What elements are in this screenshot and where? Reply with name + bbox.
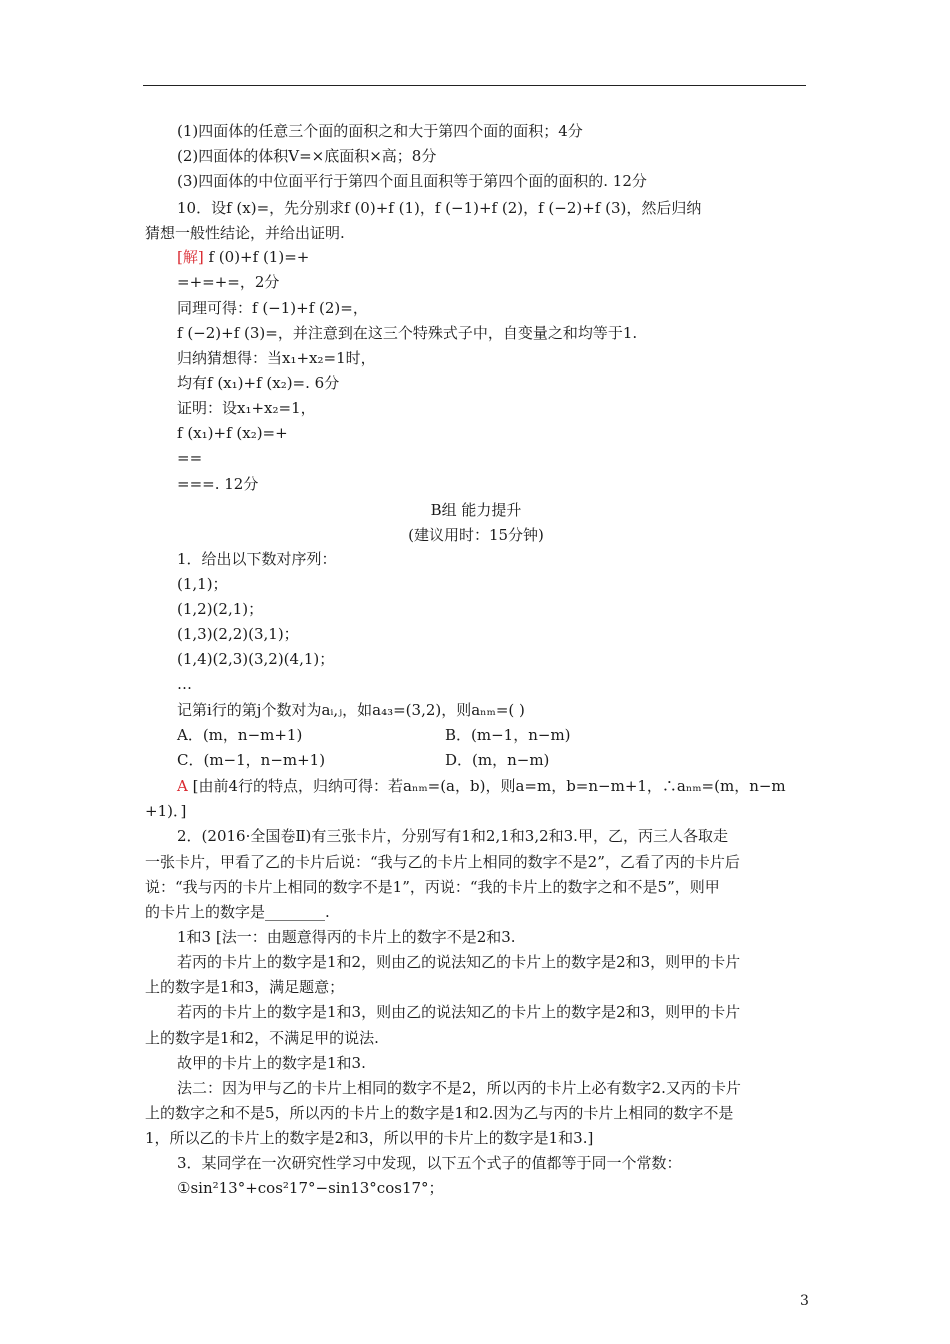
text-line: ①sin²13°+cos²17°−sin13°cos17°；	[177, 1179, 444, 1197]
text-line: (1,2)(2,1)；	[177, 600, 264, 618]
text-line: (3)四面体的中位面平行于第四个面且面积等于第四个面的面积的. 12分	[177, 172, 647, 190]
text-line: =+=+=，2分	[177, 273, 280, 291]
choice-c: C．(m−1，n−m+1)	[177, 751, 326, 769]
text-line: (1)四面体的任意三个面的面积之和大于第四个面的面积；4分	[177, 122, 583, 140]
text-line: 若丙的卡片上的数字是1和3，则由乙的说法知乙的卡片上的数字是2和3，则甲的卡片	[177, 1003, 741, 1021]
text-line: (1,4)(2,3)(3,2)(4,1)；	[177, 650, 335, 668]
text-line: 1和3 [法一：由题意得丙的卡片上的数字不是2和3.	[177, 928, 516, 946]
text-line: 证明：设x₁+x₂=1，	[177, 399, 316, 417]
text-line: 说：“我与丙的卡片上相同的数字不是1”，丙说：“我的卡片上的数字之和不是5”，则甲	[145, 878, 720, 896]
text-line: 均有f (x₁)+f (x₂)=. 6分	[177, 374, 340, 392]
text-line: (2)四面体的体积V=×底面积×高；8分	[177, 147, 437, 165]
text-span: [由前4行的特点，归纳可得：若aₙₘ=(a，b)，则a=m，b=n−m+1，∴aₙₘ=(m，n−m	[187, 777, 786, 795]
header-rule	[143, 85, 806, 86]
text-line: 1，所以乙的卡片上的数字是2和3，所以甲的卡片上的数字是1和3.]	[145, 1129, 594, 1147]
text-span: f (0)+f (1)=+	[203, 248, 310, 266]
text-line: 上的数字之和不是5，所以丙的卡片上的数字是1和2.因为乙与丙的卡片上相同的数字不是	[145, 1104, 734, 1122]
answer-tag: A	[177, 777, 188, 795]
section-title: B组 能力提升	[430, 501, 522, 519]
text-line: (1,1)；	[177, 575, 228, 593]
text-line: ===. 12分	[177, 475, 259, 493]
text-line: 故甲的卡片上的数字是1和3.	[177, 1054, 366, 1072]
text-line: 猜想一般性结论，并给出证明.	[145, 224, 345, 242]
choice-d: D．(m，n−m)	[445, 751, 550, 769]
text-line: (1,3)(2,2)(3,1)；	[177, 625, 299, 643]
text-line: 若丙的卡片上的数字是1和2，则由乙的说法知乙的卡片上的数字是2和3，则甲的卡片	[177, 953, 741, 971]
problem-10-stem: 10．设f (x)=，先分别求f (0)+f (1)，f (−1)+f (2)，f (−2)+f (3)，然后归纳	[177, 199, 702, 217]
text-line: …	[177, 675, 192, 693]
solution-tag: [解]	[177, 248, 204, 266]
problem-2-stem: 2．(2016·全国卷Ⅱ)有三张卡片，分别写有1和2,1和3,2和3.甲，乙，丙三人各取走	[177, 827, 728, 845]
text-line: 上的数字是1和2，不满足甲的说法.	[145, 1029, 379, 1047]
answer-line	[177, 776, 786, 796]
text-line: 同理可得：f (−1)+f (2)=，	[177, 299, 368, 317]
text-line: +1)．]	[145, 802, 187, 820]
text-line: 一张卡片，甲看了乙的卡片后说：“我与乙的卡片上相同的数字不是2”，乙看了丙的卡片后	[145, 853, 740, 871]
solution-line	[177, 247, 309, 267]
problem-3-stem: 3．某同学在一次研究性学习中发现，以下五个式子的值都等于同一个常数：	[177, 1154, 682, 1172]
text-line: 法二：因为甲与乙的卡片上相同的数字不是2，所以丙的卡片上必有数字2.又丙的卡片	[177, 1079, 741, 1097]
choice-a: A．(m，n−m+1)	[177, 726, 303, 744]
page-number: 3	[800, 1293, 809, 1309]
text-line: 的卡片上的数字是________.	[145, 903, 330, 921]
text-line: 上的数字是1和3，满足题意；	[145, 978, 345, 996]
section-subtitle: (建议用时：15分钟)	[408, 526, 544, 544]
text-line: 归纳猜想得：当x₁+x₂=1时，	[177, 349, 376, 367]
text-line: f (−2)+f (3)=，并注意到在这三个特殊式子中，自变量之和均等于1.	[177, 324, 638, 342]
text-line: ==	[177, 449, 203, 467]
choice-b: B．(m−1，n−m)	[445, 726, 571, 744]
text-line: f (x₁)+f (x₂)=+	[177, 424, 288, 442]
problem-1-stem: 1．给出以下数对序列：	[177, 550, 337, 568]
text-line: 记第i行的第j个数对为aᵢ,ⱼ，如a₄₃=(3,2)，则aₙₘ=( )	[177, 701, 525, 719]
